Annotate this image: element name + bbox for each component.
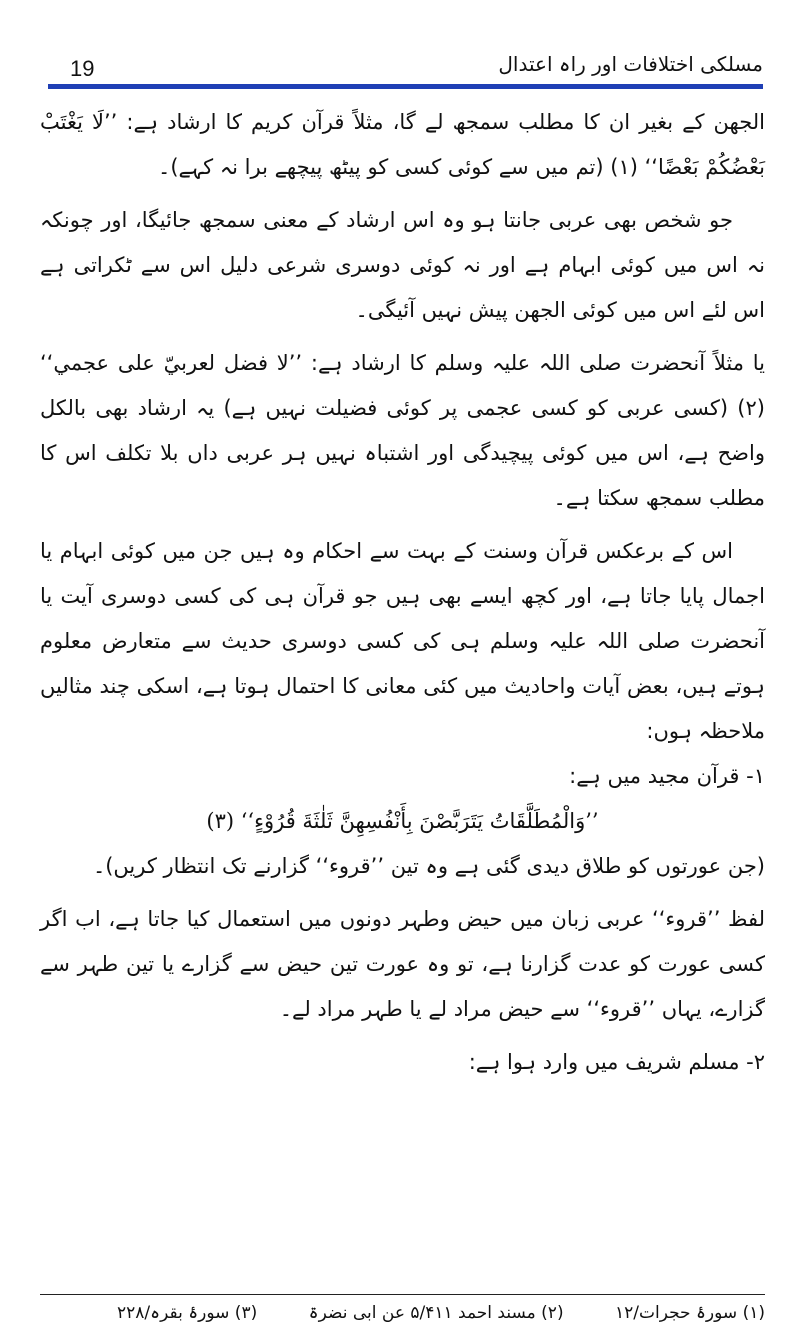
header-rule: [48, 84, 763, 89]
quran-verse: ’’وَالْمُطَلَّقَاتُ يَتَرَبَّصْنَ بِأَنْفُسِهِنَّ ثَلٰثَةَ قُرُوْءٍ‘‘ (۳): [206, 809, 599, 833]
footnote-1: (۱) سورۂ حجرات/۱۲: [614, 1303, 765, 1323]
footnote-2: (۲) مسند احمد ۵/۴۱۱ عن ابی نضرۃ: [308, 1303, 564, 1323]
example-item-1: ۱- قرآن مجید میں ہے:: [569, 764, 765, 788]
paragraph-3: یا مثلاً آنحضرت صلی اللہ علیہ وسلم کا ارشاد ہے: ’’لا فضل لعربيّ على عجمي‘‘ (۲) (کسی عربی کو کسی عجمی پر کوئی فضیلت نہیں ہے) یہ ارشاد بھی بالکل واضح ہے، اس میں کوئی پیچیدگی اور اشتباہ نہیں ہر عربی داں بلا تکلف اس کا مطلب سمجھ سکتا ہے۔: [40, 351, 765, 510]
paragraph-1: الجھن کے بغیر ان کا مطلب سمجھ لے گا، مثلاً قرآن کریم کا ارشاد ہے: ’’لَا يَغْتَبْ بَعْضُكُمْ بَعْضًا‘‘ (۱) (تم میں سے کوئی کسی کو پیٹھ پیچھے برا نہ کہے)۔: [40, 110, 765, 179]
footnote-3: (۳) سورۂ بقرہ/۲۲۸: [117, 1303, 258, 1323]
verse-translation: (جن عورتوں کو طلاق دیدی گئی ہے وہ تین ’’قروء‘‘ گزارنے تک انتظار کریں)۔: [92, 854, 765, 878]
paragraph-4: اس کے برعکس قرآن وسنت کے بہت سے احکام وہ ہیں جن میں کوئی ابہام یا اجمال پایا جاتا ہے، اور کچھ ایسے بھی ہیں جو قرآن ہی کی کسی دوسری آیت یا آنحضرت صلی اللہ علیہ وسلم ہی کی کسی دوسری حدیث سے متعارض معلوم ہوتے ہیں، بعض آیات واحادیث میں کئی معانی کا احتمال ہوتا ہے، اسکی چند مثالیں ملاحظہ ہوں:: [40, 539, 765, 743]
page-number: 19: [70, 56, 95, 81]
footnotes: [40, 1300, 765, 1326]
running-title: مسلکی اختلافات اور راہ اعتدال: [498, 52, 763, 76]
paragraph-2: جو شخص بھی عربی جانتا ہو وہ اس ارشاد کے معنی سمجھ جائیگا، اور چونکہ نہ اس میں کوئی ابہام ہے اور نہ کوئی دوسری شرعی دلیل اس سے ٹکراتی ہے اس لئے اس میں کوئی الجھن پیش نہیں آئیگی۔: [40, 208, 765, 322]
paragraph-5: لفظ ’’قروء‘‘ عربی زبان میں حیض وطہر دونوں میں استعمال کیا جاتا ہے، اب اگر کسی عورت کو عدت گزارنا ہے، تو وہ عورت تین حیض سے گزارے یا تین طہر سے گزارے، یہاں ’’قروء‘‘ سے حیض مراد لے یا طہر مراد لے۔: [40, 907, 765, 1021]
body-text: [40, 100, 765, 1085]
footnote-rule: [40, 1294, 765, 1295]
example-item-2: ۲- مسلم شریف میں وارد ہوا ہے:: [468, 1050, 765, 1074]
